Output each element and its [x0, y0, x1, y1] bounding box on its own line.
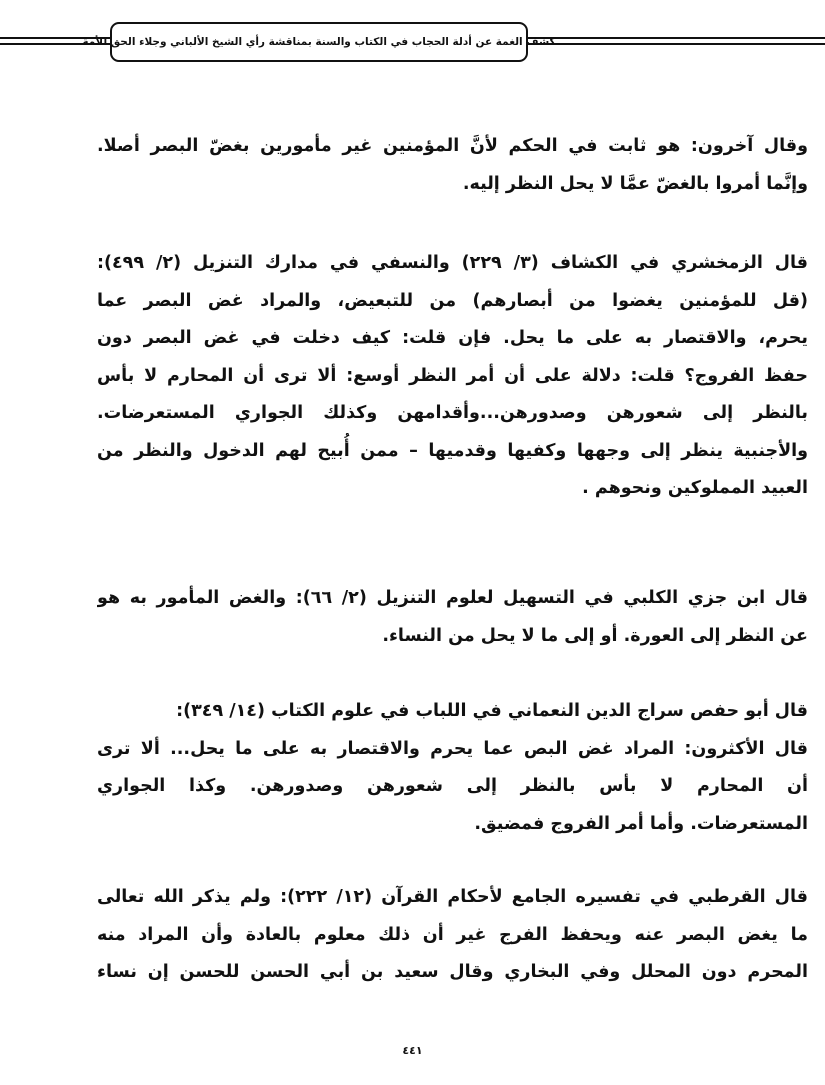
paragraph-heading: قال ابن جزي الكلبي في التسهيل لعلوم التنزيل (٢/ ٦٦): والغض المأمور به هو — [97, 588, 808, 608]
text-line: أن المحارم لا بأس بالنظر إلى شعورهن وصدورهن. وكذا الجواري — [97, 776, 808, 796]
paragraph-heading: قال الزمخشري في الكشاف (٣/ ٢٢٩) والنسفي في مدارك التنزيل (٢/ ٤٩٩): — [97, 253, 808, 273]
paragraph-4-abu-hafs — [97, 693, 808, 843]
text-line: وإنَّما أمروا بالغضّ عمَّا لا يحل النظر إليه. — [462, 173, 808, 194]
running-header — [82, 22, 556, 62]
text-line: وقال آخرون: هو ثابت في الحكم لأنَّ المؤمنين غير مأمورين بغضّ البصر أصلا. — [97, 136, 808, 156]
text-line: المحرم دون المحلل وفي البخاري وقال سعيد بن أبي الحسن للحسن إن نساء — [97, 962, 808, 982]
paragraph-5-qurtubi — [97, 879, 808, 992]
header-rule-right-top — [522, 37, 825, 39]
text-line: المستعرضات. وأما أمر الفروج فمضيق. — [474, 813, 808, 834]
text-line: يحرم، والاقتصار به على ما يحل. فإن قلت: كيف دخلت في غض البصر دون — [97, 328, 808, 348]
paragraph-3-ibn-juzay — [97, 580, 808, 655]
paragraph-1 — [97, 128, 808, 203]
paragraph-heading: قال القرطبي في تفسيره الجامع لأحكام القرآن (١٢/ ٢٢٢): ولم يذكر الله تعالى — [97, 887, 808, 907]
text-line: عن النظر إلى العورة. أو إلى ما لا يحل من النساء. — [382, 625, 808, 646]
text-line: بالنظر إلى شعورهن وصدورهن...وأقدامهن وكذلك الجواري المستعرضات. — [97, 403, 808, 423]
header-rule-right-bottom — [522, 43, 825, 45]
text-line: (قل للمؤمنين يغضوا من أبصارهم) من للتبعيض، والمراد غض البصر عما — [97, 290, 808, 311]
paragraph-2-zamakhshari — [97, 245, 808, 508]
paragraph-heading: قال أبو حفص سراج الدين النعماني في اللباب في علوم الكتاب (١٤/ ٣٤٩): — [176, 701, 808, 721]
text-line: ما يغض البصر عنه ويحفظ الفرج غير أن ذلك معلوم بالعادة وأن المراد منه — [97, 924, 808, 945]
page-number: ٤٤١ — [402, 1044, 423, 1057]
text-line: والأجنبية ينظر إلى وجهها وكفيها وقدميها – ممن أُبيح لهم الدخول والنظر من — [97, 440, 808, 461]
text-line: حفظ الفروج؟ قلت: دلالة على أن أمر النظر أوسع: ألا ترى أن المحارم لا بأس — [97, 365, 808, 386]
running-header-title: كشف الغمة عن أدلة الحجاب في الكتاب والسنة بمناقشة رأي الشيخ الألباني وجلاء الحق للأمة — [82, 36, 556, 48]
text-line: قال الأكثرون: المراد غض البص عما يحرم والاقتصار به على ما يحل... ألا ترى — [97, 738, 808, 759]
text-line: العبيد المملوكين ونحوهم . — [582, 478, 808, 498]
